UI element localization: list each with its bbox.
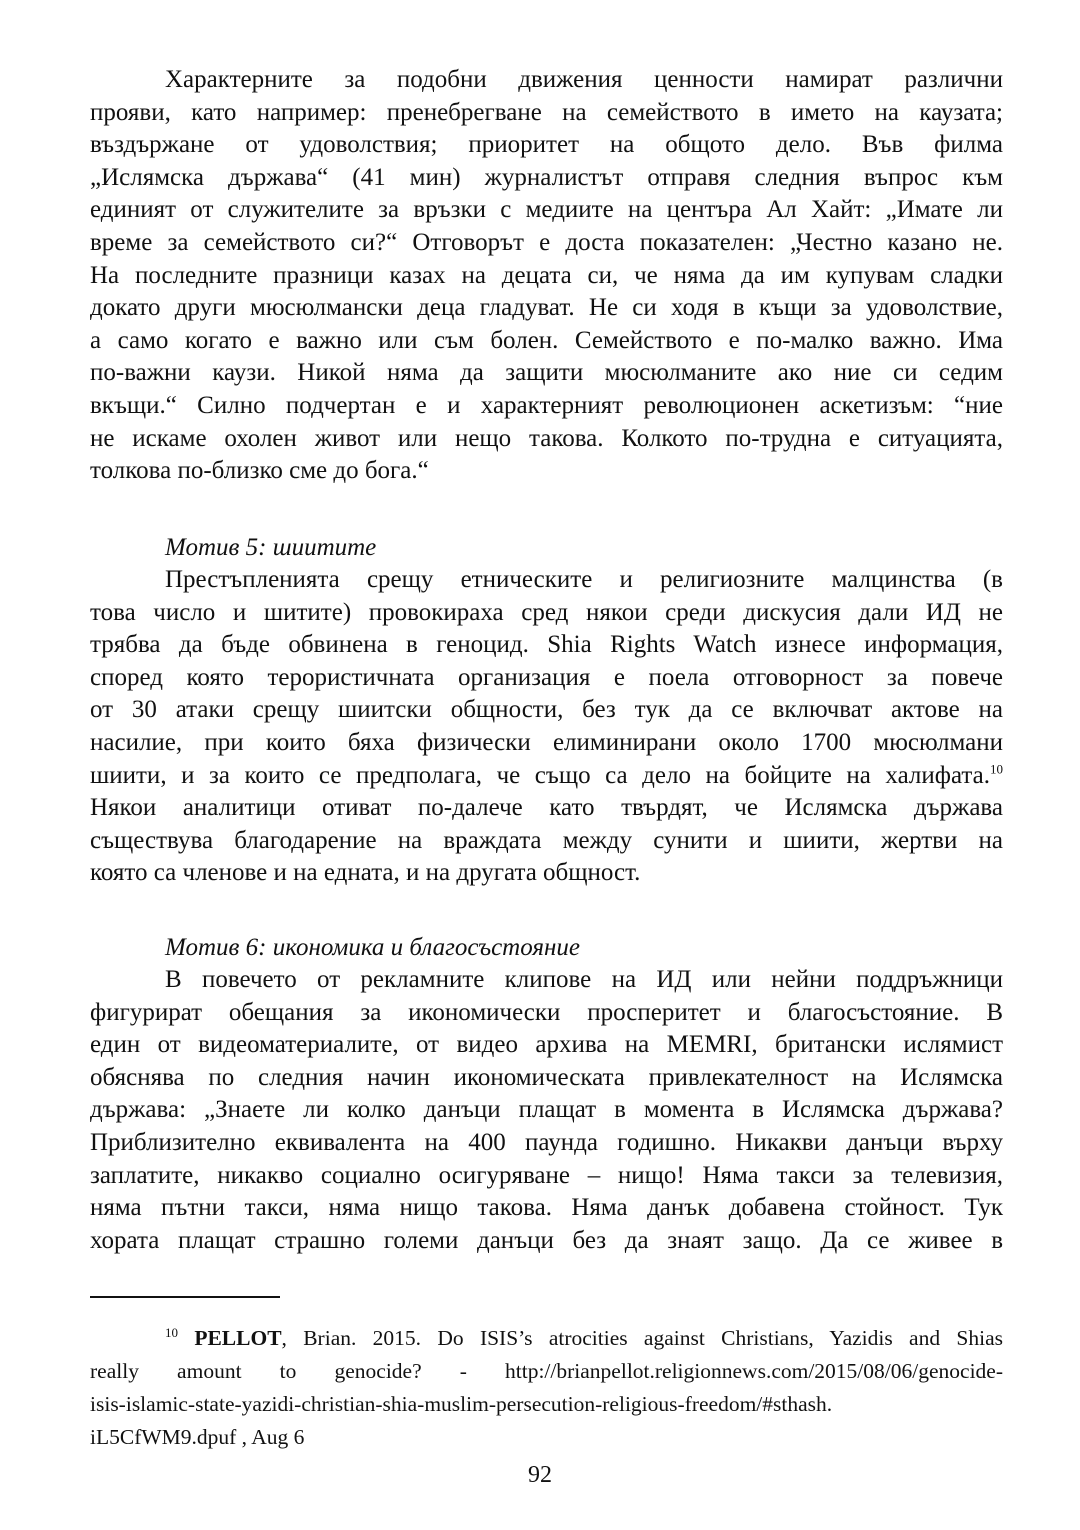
footnote-line[interactable]: isis-islamic-state-yazidi-christian-shia-muslim-persecution-religious-freedom/#sthash.	[90, 1392, 833, 1416]
section-heading-motive-6: Мотив 6: икономика и благосъстояние	[165, 934, 581, 961]
footnote-number: 10	[165, 1324, 178, 1340]
text-line: която са членове и на едната, и на другата общност.	[90, 859, 641, 887]
text-line: В повечето от рекламните клипове на ИД или нейни поддръжници	[165, 966, 1003, 993]
text-line: насилие, при които бяха физически елиминирани около 1700 мюсюлмани	[90, 728, 1003, 756]
text-line: „Ислямска държава“ (41 мин) журналистът отправя следния въпрос към	[90, 163, 1003, 191]
text-line: вкъщи.“ Силно подчертан е и характерният революционен аскетизъм: “ние	[90, 391, 1003, 419]
text-line: държава: „Знаете ли колко данъци плащат в момента в Ислямска държава?	[90, 1096, 1003, 1124]
section-heading-motive-5: Мотив 5: шиитите	[165, 534, 377, 561]
paragraph-economy	[90, 964, 1003, 1257]
text-line: На последните празници казах на децата си, че няма да им купувам сладки	[90, 261, 1003, 289]
text-line: няма пътни такси, няма нищо такова. Няма данък добавена стойност. Тук	[90, 1194, 1003, 1222]
footnote-line[interactable]: really amount to genocide? - http://brianpellot.religionnews.com/2015/08/06/genocide-	[90, 1359, 1003, 1383]
footnote-line	[90, 1322, 1003, 1355]
text-line-with-footnote	[90, 760, 1003, 793]
text-line: не искаме охолен живот или нещо такова. Колкото по-трудна е ситуацията,	[90, 424, 1003, 452]
text-line: по-важни каузи. Никой няма да защити мюсюлманите ако ние си седим	[90, 359, 1003, 387]
text-line: време за семейството си?“ Отговорът е доста показателен: „Честно казано не.	[90, 228, 1003, 256]
text-line: трябва да бъде обвинена в геноцид. Shia Rights Watch изнесе информация,	[90, 631, 1003, 659]
footnote-author: PELLOT	[194, 1326, 282, 1350]
text-line: съществува благодарение на враждата между сунити и шиити, жертви на	[90, 826, 1003, 854]
text-line: Престъпленията срещу етническите и религиозните малцинства (в	[165, 566, 1003, 593]
footnote-citation: , Brian. 2015. Do ISIS’s atrocities against Christians, Yazidis and Shias	[281, 1326, 1003, 1350]
text-line: Някои аналитици отиват по-далече като твърдят, че Ислямска държава	[90, 794, 1003, 822]
text-line: според която терористичната организация е поела отговорност за повече	[90, 663, 1003, 691]
text: шиити, и за които се предполага, че също са дело на бойците на халифата.	[90, 761, 990, 789]
text-line: докато други мюсюлмански деца гладуват. Не си ходя в къщи за удоволствие,	[90, 294, 1003, 322]
paragraph-values	[90, 64, 1003, 488]
footnote-line: iL5CfWM9.dpuf , Aug 6	[90, 1425, 305, 1449]
page-number: 92	[528, 1462, 552, 1488]
text-line: от 30 атаки срещу шиитски общности, без тук да се включват актове на	[90, 696, 1003, 724]
text-line: въздържане от удоволствия; приоритет на общото дело. Във филма	[90, 131, 1003, 159]
text-line: хората плащат страшно големи данъци без да знаят защо. Да се живее в	[90, 1226, 1003, 1254]
text-line: толкова по-близко сме до бога.“	[90, 457, 429, 485]
text-line: фигурират обещания за икономически просперитет и благосъстояние. В	[90, 998, 1003, 1026]
text-line: прояви, като например: пренебрегване на семейството в името на каузата;	[90, 98, 1003, 126]
text-line: това число и шитите) провокираха сред някои среди дискусия дали ИД не	[90, 598, 1003, 626]
text-line: а само когато е важно или съм болен. Семейството е по-малко важно. Има	[90, 326, 1003, 354]
text-line: обяснява по следния начин икономическата привлекателност на Ислямска	[90, 1063, 1003, 1091]
footnote-separator	[90, 1296, 280, 1298]
footnote-reference[interactable]: 10	[990, 761, 1003, 777]
text-line: единият от служителите за връзки с медиите на центъра Ал Хайт: „Имате ли	[90, 196, 1003, 224]
text-line: един от видеоматериалите, от видео архива на MEMRI, британски ислямист	[90, 1031, 1003, 1059]
text-line: заплатите, никакво социално осигуряване – нищо! Няма такси за телевизия,	[90, 1161, 1003, 1189]
text-line: Характерните за подобни движения ценности намират различни	[165, 66, 1003, 93]
paragraph-shiites	[90, 564, 1003, 890]
footnote	[90, 1322, 1003, 1454]
text-line: Приблизително еквивалента на 400 паунда годишно. Никакви данъци върху	[90, 1128, 1003, 1156]
